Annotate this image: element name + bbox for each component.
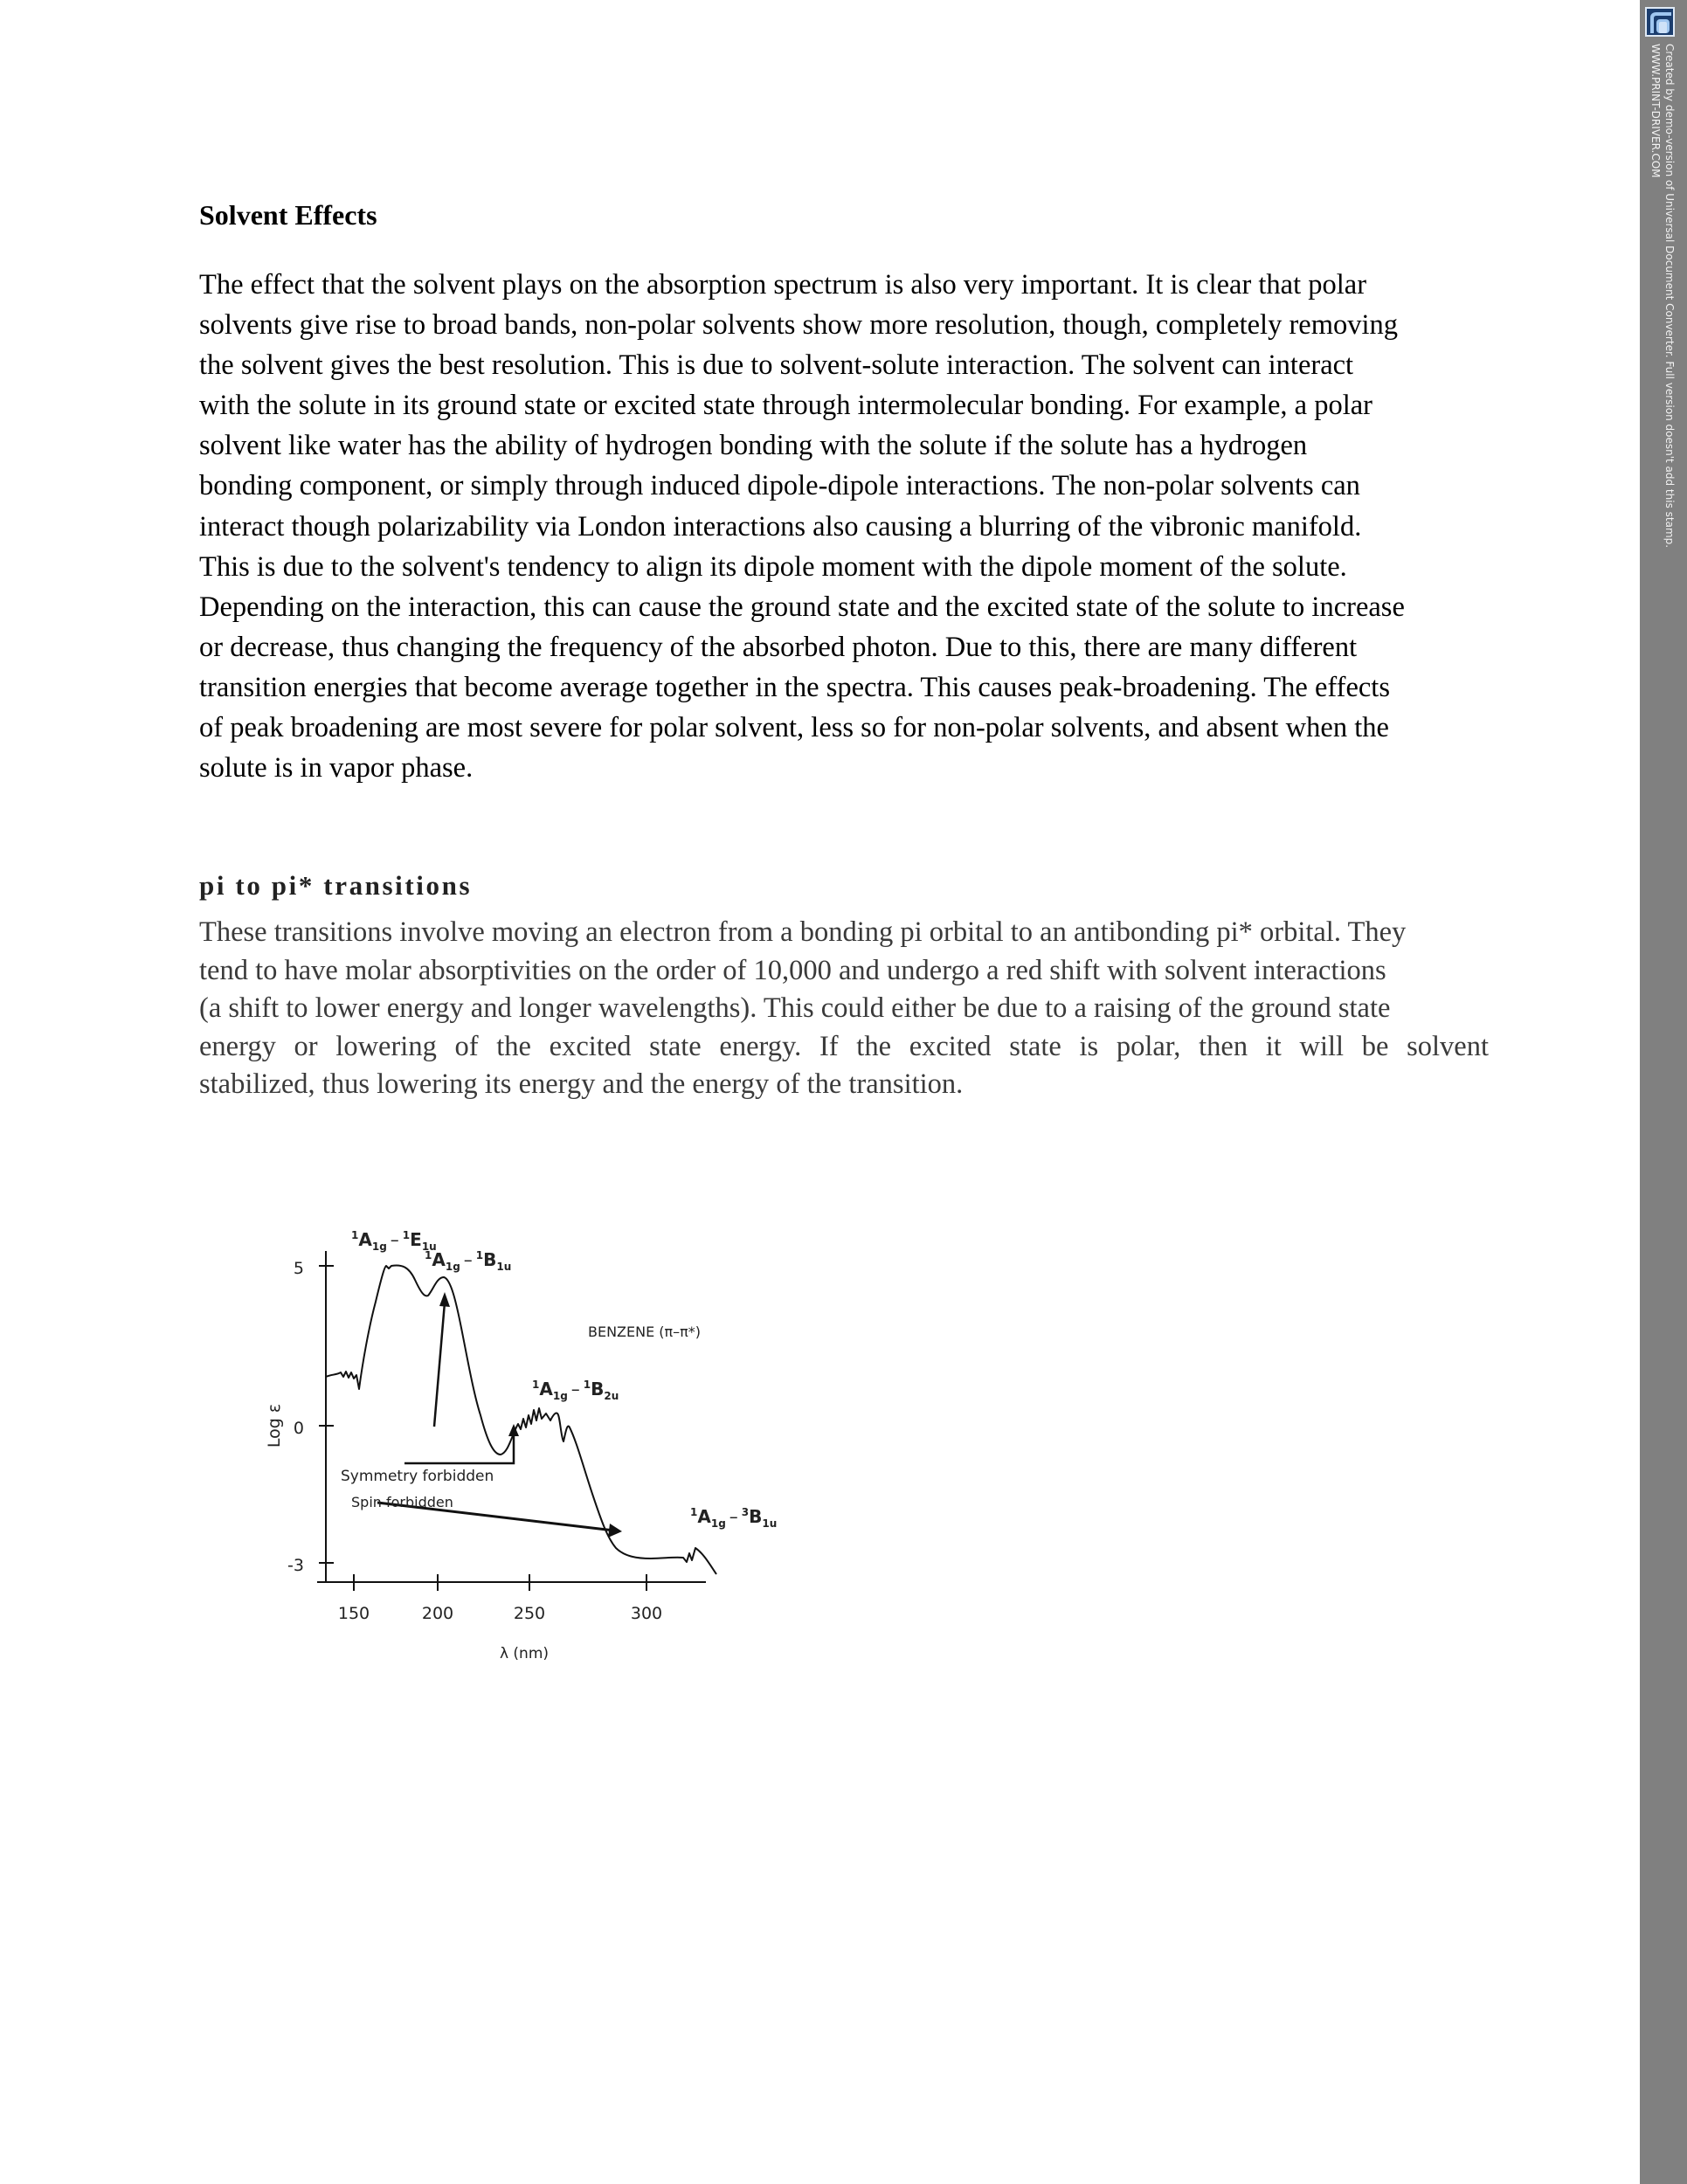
y-tick-0: 0 xyxy=(293,1419,304,1438)
text-line: of peak broadening are most severe for polar solvent, less so for non-polar solvents, and absent when the xyxy=(199,712,1389,744)
band-label-b2u: $^1A_{1g} - ^1B_{2u}$ xyxy=(532,1379,619,1402)
text-line: transition energies that become average together in the spectra. This causes peak-broadening. The effects xyxy=(199,671,1390,703)
text-line: energy or lowering of the excited state energy. If the excited state is polar, then it will be solvent xyxy=(199,1030,1489,1062)
x-axis-label: λ (nm) xyxy=(499,1645,550,1662)
stamp-line-1: Created by demo-version of Universal Document Converter. Full version doesn't add this stamp. xyxy=(1663,44,1676,549)
text-line: the solvent gives the best resolution. This is due to solvent-solute interaction. The solvent can interact xyxy=(199,349,1354,382)
converter-logo-icon xyxy=(1645,7,1675,37)
section-heading-pi-transitions: pi to pi* transitions xyxy=(199,870,473,901)
b2u-arrow xyxy=(404,1434,514,1463)
text-line: or decrease, thus changing the frequency of the absorbed photon. Due to this, there are many different xyxy=(199,631,1358,663)
benzene-spectrum-figure xyxy=(253,1206,812,1677)
band-label-b1u: $^1A_{1g} - ^1B_{1u}$ xyxy=(425,1249,512,1273)
text-line: tend to have molar absorptivities on the order of 10,000 and undergo a red shift with solvent interactions xyxy=(199,954,1386,986)
b1u-arrow xyxy=(434,1303,445,1427)
x-tick-300: 300 xyxy=(630,1604,663,1623)
solvent-effects-paragraph xyxy=(199,265,1492,788)
text-line: solute is in vapor phase. xyxy=(199,752,474,784)
text-line: This is due to the solvent's tendency to align its dipole moment with the dipole moment of the solute. xyxy=(199,550,1347,583)
spin-forbidden-label: Spin forbidden xyxy=(351,1494,453,1510)
band-label-e1u: $^1A_{1g} - ^1E_{1u}$ xyxy=(351,1229,437,1253)
text-line: interact though polarizability via London interactions also causing a blurring of the vibronic manifold. xyxy=(199,510,1362,543)
text-line: Depending on the interaction, this can cause the ground state and the excited state of the solute to increase xyxy=(199,591,1405,623)
spectrum-curve xyxy=(326,1265,716,1574)
x-tick-200: 200 xyxy=(421,1604,454,1623)
text-line: The effect that the solvent plays on the absorption spectrum is also very important. It is clear that polar xyxy=(199,269,1367,301)
text-line: (a shift to lower energy and longer wavelengths). This could either be due to a raising of the ground state xyxy=(199,992,1391,1025)
demo-stamp-bar xyxy=(1640,0,1687,2184)
pi-transitions-paragraph xyxy=(199,914,1489,1104)
y-tick-5: 5 xyxy=(293,1259,304,1278)
text-line: solvent like water has the ability of hydrogen bonding with the solute if the solute has a hydrogen xyxy=(199,430,1308,462)
band-label-3b1u: $^1A_{1g} - ^3B_{1u}$ xyxy=(690,1506,778,1530)
y-axis-label: Log ε xyxy=(265,1403,284,1448)
section-heading-solvent-effects: Solvent Effects xyxy=(199,199,377,231)
text-line: These transitions involve moving an electron from a bonding pi orbital to an antibonding pi* orbital. They xyxy=(199,916,1407,948)
text-line: solvents give rise to broad bands, non-polar solvents show more resolution, though, completely removing xyxy=(199,309,1398,342)
text-line: with the solute in its ground state or excited state through intermolecular bonding. For example, a polar xyxy=(199,390,1373,422)
stamp-line-2: WWW.PRINT-DRIVER.COM xyxy=(1649,44,1662,178)
text-line: bonding component, or simply through induced dipole-dipole interactions. The non-polar solvents can xyxy=(199,470,1360,502)
x-tick-150: 150 xyxy=(337,1604,370,1623)
x-tick-250: 250 xyxy=(513,1604,546,1623)
text-line: stabilized, thus lowering its energy and the energy of the transition. xyxy=(199,1068,964,1101)
y-tick-neg3: -3 xyxy=(287,1556,304,1575)
spectrum-chart xyxy=(253,1206,812,1677)
demo-stamp-text xyxy=(1649,44,1677,548)
symmetry-forbidden-label: Symmetry forbidden xyxy=(341,1468,494,1485)
benzene-title: BENZENE (π–π*) xyxy=(588,1324,702,1340)
